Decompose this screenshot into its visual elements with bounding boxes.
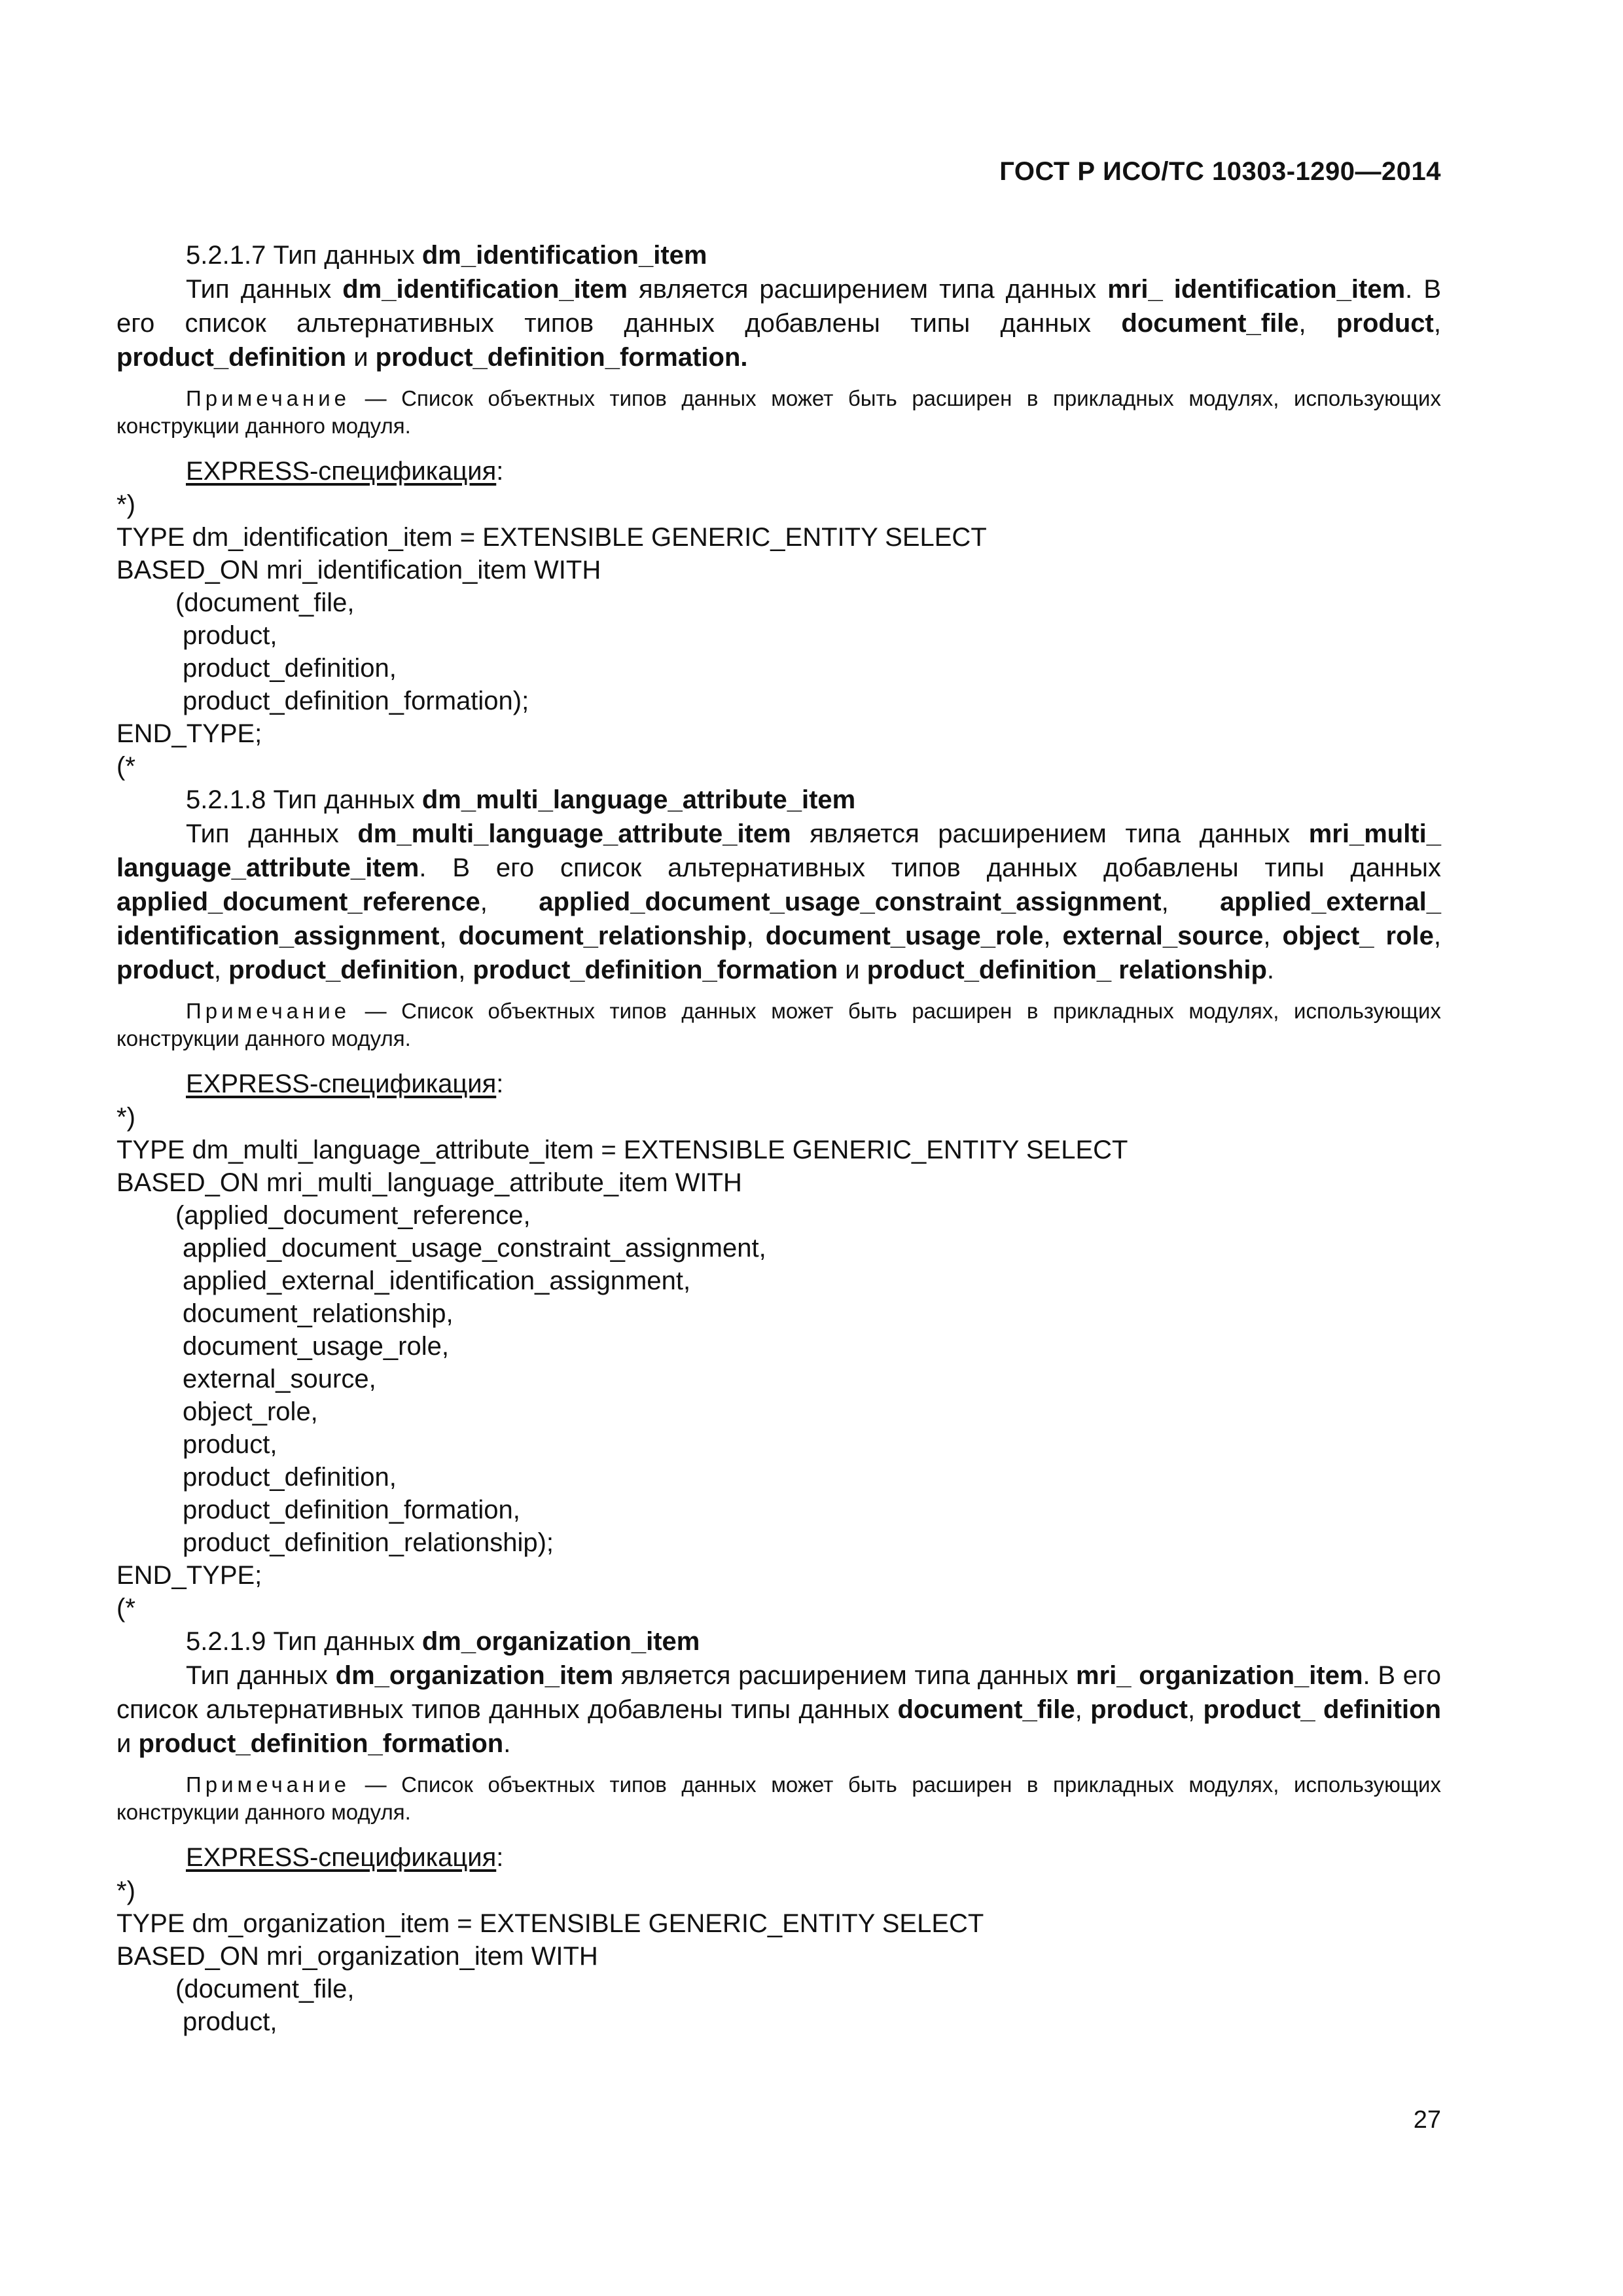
text-run: Тип данных xyxy=(186,1661,336,1690)
code-line: product_definition_relationship); xyxy=(183,1528,554,1557)
code-line: *) xyxy=(116,490,135,519)
text-run: . В его список альтернативных типов данных добавлены типы данных xyxy=(116,1661,1441,1724)
code-line: TYPE dm_multi_language_attribute_item = EXTENSIBLE GENERIC_ENTITY SELECT xyxy=(116,1136,1128,1164)
text-run: является расширением типа данных xyxy=(791,819,1309,848)
code-line: *) xyxy=(116,1876,135,1905)
text-run: . xyxy=(503,1729,511,1758)
clause-section xyxy=(116,1624,1441,2038)
note xyxy=(116,997,1441,1052)
code-line: applied_external_identification_assignment, xyxy=(183,1266,691,1295)
code-line: external_source, xyxy=(183,1365,376,1393)
bold-term: product_definition_ relationship xyxy=(866,956,1267,984)
code-line: *) xyxy=(116,1103,135,1132)
bold-term: product xyxy=(116,956,214,984)
text-run: . xyxy=(1266,956,1275,984)
datatype-name: dm_identification_item xyxy=(421,241,707,270)
bold-term: document_relationship xyxy=(458,922,747,950)
code-line: product_definition_formation, xyxy=(183,1496,520,1524)
note xyxy=(116,1771,1441,1826)
bold-term: product_definition_formation xyxy=(473,956,838,984)
bold-term: product xyxy=(1336,309,1434,338)
express-spec-title: EXPRESS-спецификация xyxy=(186,1069,497,1098)
bold-term: mri_ identification_item xyxy=(1107,275,1406,304)
code-line: product_definition, xyxy=(183,1463,397,1492)
code-line: (document_file, xyxy=(175,1975,355,2003)
bold-term: applied_document_reference xyxy=(116,888,480,916)
note-label: Примечание xyxy=(186,386,351,410)
text-run: , xyxy=(1298,309,1336,338)
text-run: . В его список альтернативных типов данных добавлены типы данных xyxy=(419,853,1441,882)
bold-term: dm_identification_item xyxy=(342,275,628,304)
clause-paragraph xyxy=(116,1659,1441,1761)
bold-term: applied_document_usage_constraint_assignment xyxy=(539,888,1162,916)
text-run: является расширением типа данных xyxy=(613,1661,1077,1690)
text-run: , xyxy=(746,922,766,950)
bold-term: product_ definition xyxy=(1203,1695,1442,1724)
express-spec-title: EXPRESS-спецификация xyxy=(186,1843,497,1872)
page-number: 27 xyxy=(1413,2106,1441,2134)
text-run: , xyxy=(1188,1695,1204,1724)
datatype-name: dm_multi_language_attribute_item xyxy=(421,785,856,814)
code-line: BASED_ON mri_multi_language_attribute_item WITH xyxy=(116,1168,742,1197)
code-line: product_definition, xyxy=(183,654,397,683)
clause-number: 5.2.1.9 Тип данных xyxy=(186,1627,422,1656)
express-spec-colon: : xyxy=(496,1843,504,1872)
express-spec-colon: : xyxy=(496,1069,504,1098)
code-line: product, xyxy=(183,2007,277,2036)
text-run: . В его список альтернативных типов данных добавлены типы данных xyxy=(116,275,1442,338)
bold-term: product_definition_formation xyxy=(138,1729,504,1758)
clause-number: 5.2.1.8 Тип данных xyxy=(186,785,422,814)
note-label: Примечание xyxy=(186,1772,351,1797)
clause-section xyxy=(116,238,1441,783)
express-code-block xyxy=(116,1101,1441,1624)
note xyxy=(116,385,1441,440)
code-line: document_relationship, xyxy=(183,1299,454,1328)
code-line: END_TYPE; xyxy=(116,1561,262,1590)
code-line: object_role, xyxy=(183,1397,318,1426)
code-line: TYPE dm_organization_item = EXTENSIBLE GENERIC_ENTITY SELECT xyxy=(116,1909,984,1938)
express-spec-label xyxy=(116,1067,1441,1101)
code-line: TYPE dm_identification_item = EXTENSIBLE GENERIC_ENTITY SELECT xyxy=(116,523,987,552)
code-line: BASED_ON mri_identification_item WITH xyxy=(116,556,601,584)
bold-term: external_source xyxy=(1062,922,1264,950)
bold-term: dm_multi_language_attribute_item xyxy=(357,819,791,848)
express-code-block xyxy=(116,488,1441,783)
clause-heading xyxy=(116,238,1441,272)
code-line: END_TYPE; xyxy=(116,719,262,748)
bold-term: document_file xyxy=(897,1695,1075,1724)
text-run: , xyxy=(1075,1695,1091,1724)
express-spec-title: EXPRESS-спецификация xyxy=(186,457,497,486)
bold-term: product_definition xyxy=(228,956,459,984)
clause-section xyxy=(116,783,1441,1624)
bold-term: product_definition_formation. xyxy=(375,343,748,372)
text-run: Тип данных xyxy=(186,275,343,304)
code-line: (applied_document_reference, xyxy=(175,1201,531,1230)
clause-paragraph xyxy=(116,817,1441,987)
code-line: (document_file, xyxy=(175,588,355,617)
bold-term: product_definition xyxy=(116,343,347,372)
code-line: document_usage_role, xyxy=(183,1332,449,1361)
bold-term: applied_external_ identification_assignment xyxy=(116,888,1441,950)
note-text: — Список объектных типов данных может быть расширен в прикладных модулях, использующих конструкции данного модуля. xyxy=(116,386,1441,438)
express-code-block xyxy=(116,1874,1441,2038)
code-line: applied_document_usage_constraint_assignment, xyxy=(183,1234,766,1263)
bold-term: document_usage_role xyxy=(765,922,1044,950)
text-run: и xyxy=(346,343,376,372)
text-run: и xyxy=(838,956,867,984)
note-label: Примечание xyxy=(186,999,351,1023)
code-line: product, xyxy=(183,621,277,650)
standard-designation: ГОСТ Р ИСО/ТС 10303-1290—2014 xyxy=(999,157,1441,186)
code-line: (* xyxy=(116,752,135,781)
text-run: является расширением типа данных xyxy=(627,275,1108,304)
datatype-name: dm_organization_item xyxy=(421,1627,700,1656)
bold-term: document_file xyxy=(1121,309,1299,338)
text-run: , xyxy=(439,922,459,950)
text-run: , xyxy=(1161,888,1221,916)
code-line: (* xyxy=(116,1594,135,1623)
text-run: , xyxy=(480,888,539,916)
document-page xyxy=(116,0,1441,2296)
code-line: BASED_ON mri_organization_item WITH xyxy=(116,1942,598,1971)
text-run: , xyxy=(1433,922,1442,950)
express-spec-label xyxy=(116,454,1441,488)
clause-heading xyxy=(116,1624,1441,1659)
text-run: , xyxy=(213,956,229,984)
code-line: product_definition_formation); xyxy=(183,687,529,715)
clause-paragraph xyxy=(116,272,1441,374)
clause-heading xyxy=(116,783,1441,817)
note-text: — Список объектных типов данных может быть расширен в прикладных модулях, использующих конструкции данного модуля. xyxy=(116,999,1441,1050)
text-run: , xyxy=(1263,922,1283,950)
bold-term: mri_ organization_item xyxy=(1076,1661,1363,1690)
text-run: и xyxy=(116,1729,139,1758)
bold-term: mri_multi_ language_attribute_item xyxy=(116,819,1441,882)
express-spec-label xyxy=(116,1840,1441,1874)
text-run: , xyxy=(1433,309,1441,338)
bold-term: object_ role xyxy=(1282,922,1434,950)
bold-term: dm_organization_item xyxy=(335,1661,614,1690)
code-line: product, xyxy=(183,1430,277,1459)
bold-term: product xyxy=(1090,1695,1188,1724)
note-text: — Список объектных типов данных может быть расширен в прикладных модулях, использующих конструкции данного модуля. xyxy=(116,1772,1441,1824)
text-run: , xyxy=(1043,922,1063,950)
text-run: Тип данных xyxy=(186,819,358,848)
text-run: , xyxy=(458,956,473,984)
express-spec-colon: : xyxy=(496,457,504,486)
page-content xyxy=(116,238,1441,2038)
clause-number: 5.2.1.7 Тип данных xyxy=(186,241,422,270)
